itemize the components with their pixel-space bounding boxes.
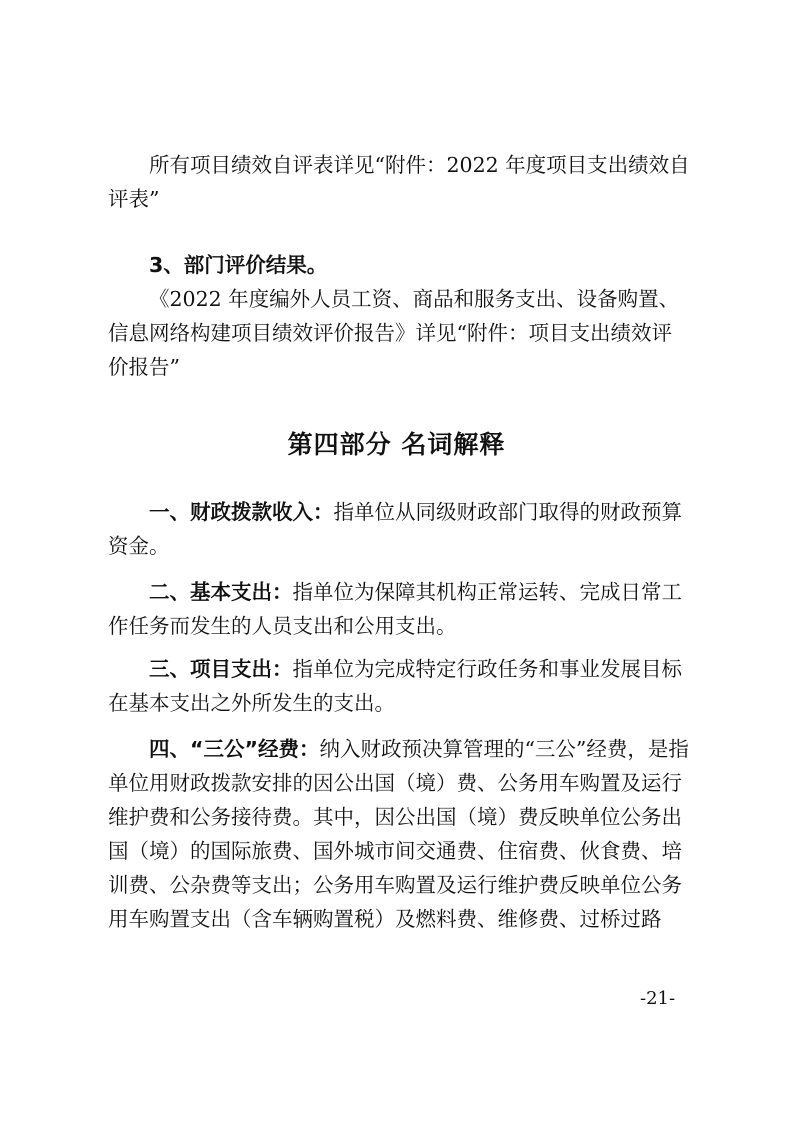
paragraph-performance-self-evaluation: 所有项目绩效自评表详见“附件：2022 年度项目支出绩效自评表” xyxy=(108,153,690,211)
definition-text: 指单位从同级财政部门取得的财政预算资金。 xyxy=(108,500,682,558)
definition-fiscal-appropriation xyxy=(108,495,690,563)
definition-text: 指单位为保障其机构正常运转、完成日常工作任务而发生的人员支出和公用支出。 xyxy=(108,580,682,638)
definition-term: 三、项目支出： xyxy=(149,657,293,681)
definition-text: 指单位为完成特定行政任务和事业发展目标在基本支出之外所发生的支出。 xyxy=(108,657,682,715)
definition-project-expenditure xyxy=(108,652,690,720)
definition-basic-expenditure xyxy=(108,575,690,643)
definition-term: 四、“三公”经费： xyxy=(149,737,320,761)
paragraph-evaluation-report: 《2022 年度编外人员工资、商品和服务支出、设备购置、信息网络构建项目绩效评价报告》详见“附件：项目支出绩效评价报告” xyxy=(108,287,680,379)
definition-term: 一、财政拨款收入： xyxy=(149,500,334,524)
definition-term: 二、基本支出： xyxy=(149,580,293,604)
definition-text: 纳入财政预决算管理的“三公”经费，是指单位用财政拨款安排的因公出国（境）费、公务用车购置及运行维护费和公务接待费。其中，因公出国（境）费反映单位公务出国（境）的国际旅费、国外城市间交通费、住宿费、伙食费、培训费、公杂费等支出；公务用车购置及运行维护费反映单位公务用车购置支出（含车辆购置税）及燃料费、维修费、过桥过路 xyxy=(108,737,689,931)
subheading-department-evaluation: 3、部门评价结果。 xyxy=(149,253,328,277)
definition-three-public-expenses xyxy=(108,732,690,936)
section-title: 第四部分 名词解释 xyxy=(287,430,506,459)
page-number: -21- xyxy=(640,988,676,1009)
